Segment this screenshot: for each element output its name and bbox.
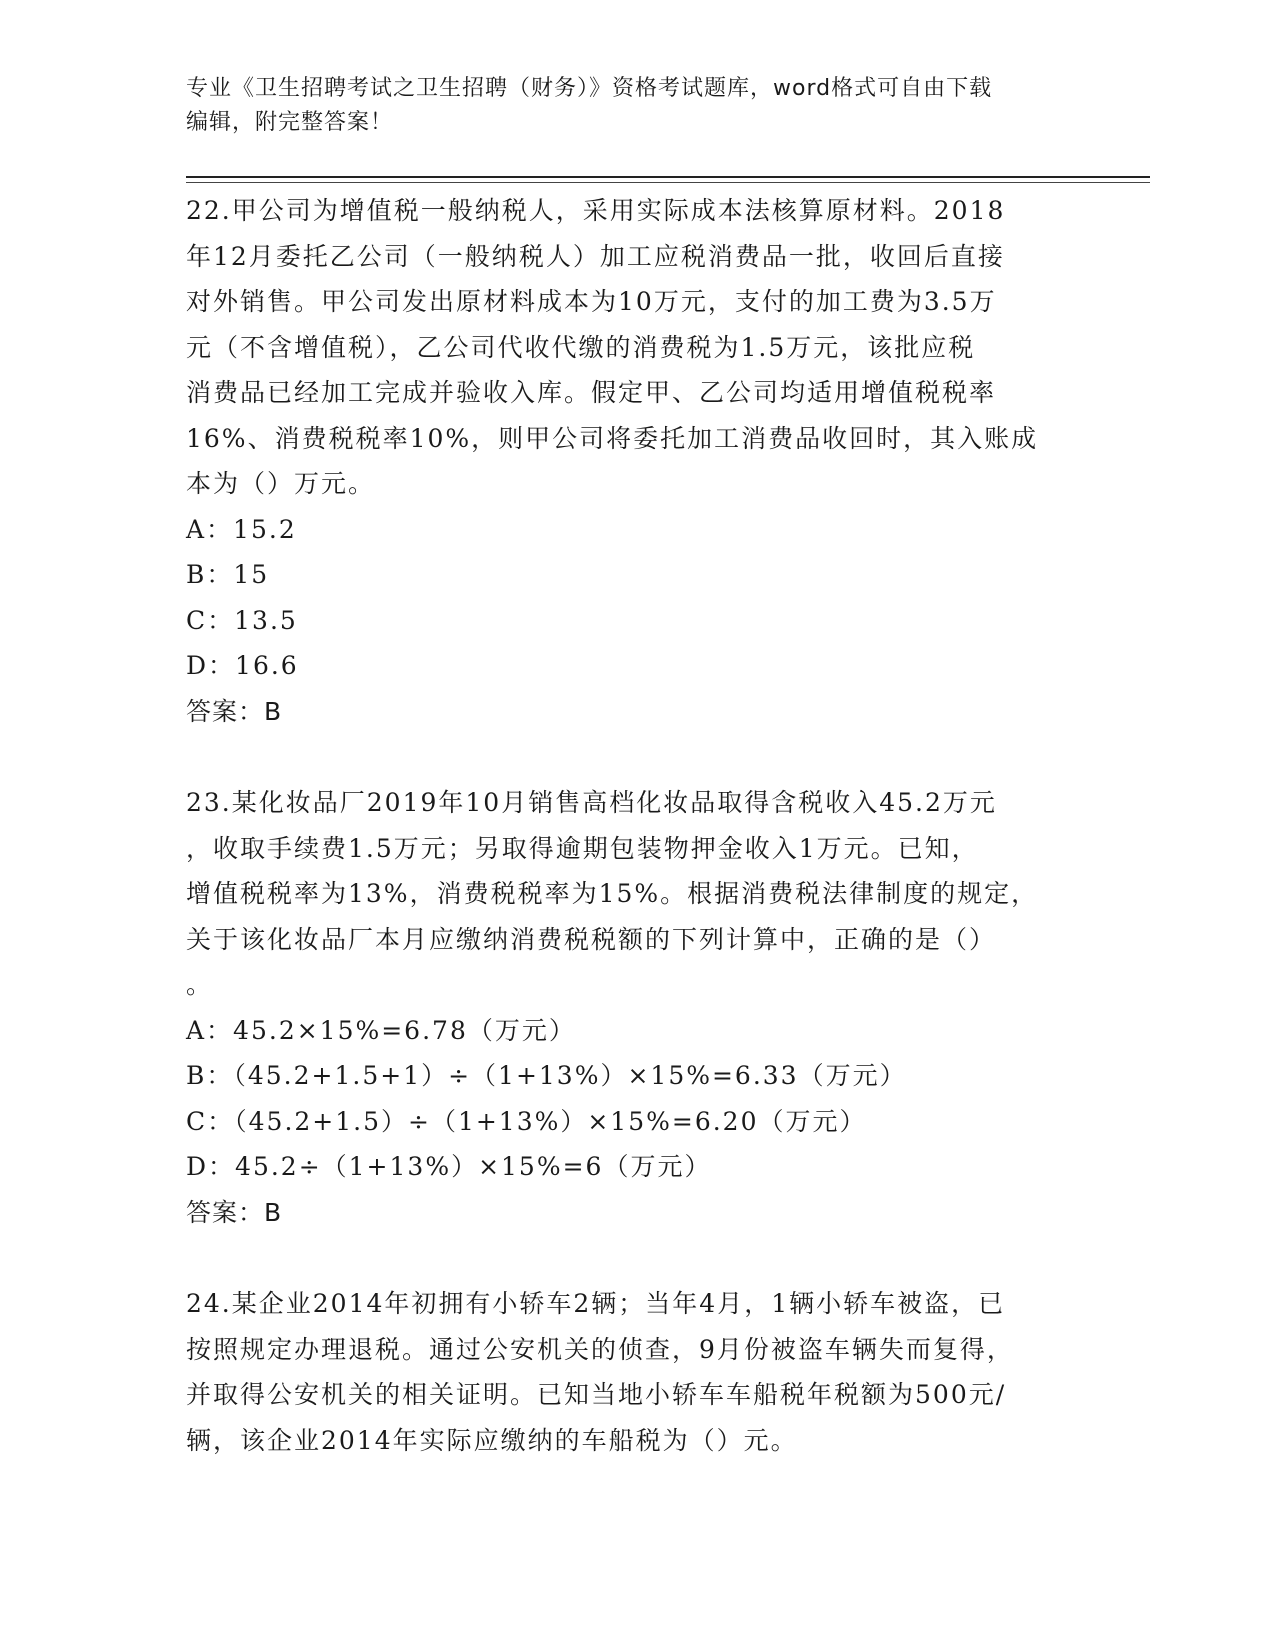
question-text-line: 24.某企业2014年初拥有小轿车2辆；当年4月，1辆小轿车被盗，已 bbox=[186, 1289, 1006, 1318]
option-b: B：15 bbox=[186, 560, 270, 589]
question-23 bbox=[186, 780, 1086, 1235]
question-text-line: 辆，该企业2014年实际应缴纳的车船税为（）元。 bbox=[186, 1425, 798, 1455]
answer-label: 答案：B bbox=[186, 1197, 283, 1227]
question-text-line: 本为（）万元。 bbox=[186, 469, 376, 498]
question-text-line: 关于该化妆品厂本月应缴纳消费税税额的下列计算中，正确的是（） bbox=[186, 924, 997, 954]
option-a: A：45.2×15%=6.78（万元） bbox=[186, 1015, 576, 1045]
header-divider-thin bbox=[186, 182, 1150, 183]
header-line-1: 专业《卫生招聘考试之卫生招聘（财务）》资格考试题库，word格式可自由下载 bbox=[186, 76, 993, 101]
question-spacer bbox=[186, 734, 1086, 780]
question-text-line: 并取得公安机关的相关证明。已知当地小轿车车船税年税额为500元/ bbox=[186, 1380, 1007, 1409]
question-text-line: 按照规定办理退税。通过公安机关的侦查，9月份被盗车辆失而复得， bbox=[186, 1334, 1014, 1364]
answer-label: 答案：B bbox=[186, 696, 283, 726]
question-text-line: 23.某化妆品厂2019年10月销售高档化妆品取得含税收入45.2万元 bbox=[186, 788, 997, 817]
document-header bbox=[186, 72, 1066, 140]
option-d: D：45.2÷（1+13%）×15%=6（万元） bbox=[186, 1152, 712, 1181]
option-c: C：13.5 bbox=[186, 605, 298, 635]
question-spacer bbox=[186, 1235, 1086, 1281]
question-list bbox=[186, 188, 1086, 1463]
question-22 bbox=[186, 188, 1086, 734]
question-text-line: 年12月委托乙公司（一般纳税人）加工应税消费品一批，收回后直接 bbox=[186, 241, 1005, 271]
question-text-line: ，收取手续费1.5万元；另取得逾期包装物押金收入1万元。已知， bbox=[186, 833, 979, 863]
option-c: C：（45.2+1.5）÷（1+13%）×15%=6.20（万元） bbox=[186, 1106, 867, 1136]
question-text-line: 16%、消费税税率10%，则甲公司将委托加工消费品收回时，其入账成 bbox=[186, 423, 1039, 453]
option-a: A：15.2 bbox=[186, 514, 297, 544]
header-line-2: 编辑，附完整答案！ bbox=[186, 110, 394, 135]
header-divider-thick bbox=[186, 176, 1150, 178]
question-text-line: 。 bbox=[186, 970, 214, 999]
question-24 bbox=[186, 1281, 1086, 1463]
question-text-line: 22.甲公司为增值税一般纳税人，采用实际成本法核算原材料。2018 bbox=[186, 196, 1006, 225]
question-text-line: 对外销售。甲公司发出原材料成本为10万元，支付的加工费为3.5万 bbox=[186, 287, 997, 316]
question-text-line: 元（不含增值税），乙公司代收代缴的消费税为1.5万元，该批应税 bbox=[186, 332, 976, 362]
question-text-line: 增值税税率为13%，消费税税率为15%。根据消费税法律制度的规定， bbox=[186, 879, 1039, 908]
option-d: D：16.6 bbox=[186, 651, 299, 680]
option-b: B：（45.2+1.5+1）÷（1+13%）×15%=6.33（万元） bbox=[186, 1061, 907, 1090]
question-text-line: 消费品已经加工完成并验收入库。假定甲、乙公司均适用增值税税率 bbox=[186, 378, 997, 407]
